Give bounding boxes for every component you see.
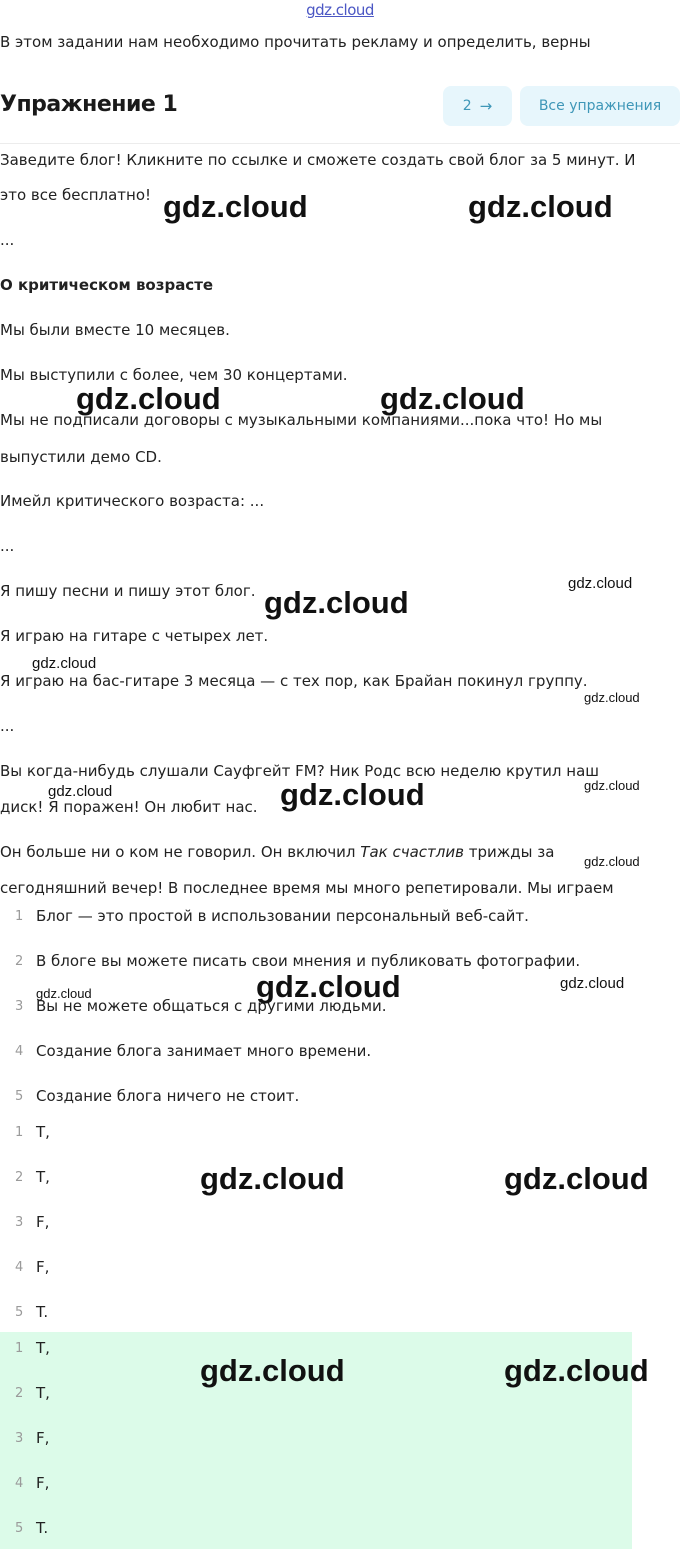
text-part: Он больше ни о ком не говорил. Он включил — [0, 843, 361, 861]
item-number: 3 — [15, 999, 24, 1014]
next-exercise-button[interactable] — [443, 86, 512, 126]
watermark: gdz.cloud — [163, 189, 308, 224]
text-line: Вы когда-нибудь слушали Сауфгейт FM? Ник Родс всю неделю крутил наш — [0, 762, 600, 780]
intro-text: В этом задании нам необходимо прочитать рекламу и определить, верны — [0, 33, 591, 51]
watermark: gdz.cloud — [568, 575, 633, 592]
item-number: 4 — [15, 1044, 24, 1059]
item-number: 2 — [15, 954, 24, 969]
list-item — [0, 897, 680, 942]
item-text: Создание блога занимает много времени. — [36, 1042, 372, 1060]
answer-text: T. — [36, 1303, 49, 1321]
watermark: gdz.cloud — [36, 986, 92, 1001]
item-text: В блоге вы можете писать свои мнения и публиковать фотографии. — [36, 952, 581, 970]
item-number: 2 — [15, 1386, 24, 1401]
answer-text: T, — [36, 1384, 50, 1402]
arrow-right-icon: → — [479, 97, 493, 115]
text-line: Мы не подписали договоры с музыкальными компаниями...пока что! Но мы — [0, 411, 603, 429]
text-line: Я пишу песни и пишу этот блог. — [0, 582, 256, 600]
text-line: сегодняшний вечер! В последнее время мы много репетировали. Мы играем — [0, 879, 614, 897]
answer-item — [0, 1113, 680, 1158]
item-number: 2 — [15, 1170, 24, 1185]
item-number: 5 — [15, 1521, 24, 1536]
ellipsis: ... — [0, 537, 15, 555]
item-text: Вы не можете общаться с другими людьми. — [36, 997, 387, 1015]
all-exercises-button[interactable] — [520, 86, 680, 126]
item-number: 4 — [15, 1476, 24, 1491]
watermark: gdz.cloud — [504, 1353, 649, 1388]
text-part: трижды за — [463, 843, 555, 861]
text-line: Я играю на гитаре с четырех лет. — [0, 627, 269, 645]
ellipsis: ... — [0, 717, 15, 735]
item-text: Создание блога ничего не стоит. — [36, 1087, 300, 1105]
highlighted-answer-item — [0, 1464, 680, 1509]
watermark: gdz.cloud — [264, 585, 409, 620]
text-line: Заведите блог! Кликните по ссылке и сможете создать свой блог за 5 минут. И — [0, 151, 636, 169]
answer-item — [0, 1248, 680, 1293]
exercise-title: Упражнение 1 — [0, 92, 178, 117]
item-number: 5 — [15, 1305, 24, 1320]
watermark: gdz.cloud — [200, 1353, 345, 1388]
watermark: gdz.cloud — [380, 381, 525, 416]
watermark: gdz.cloud — [48, 783, 113, 800]
answer-text: F, — [36, 1213, 50, 1231]
text-line: Я играю на бас-гитаре 3 месяца — с тех пор, как Брайан покинул группу. — [0, 672, 588, 690]
answer-item — [0, 1203, 680, 1248]
item-number: 1 — [15, 909, 24, 924]
watermark: gdz.cloud — [32, 655, 97, 672]
watermark: gdz.cloud — [280, 777, 425, 812]
text-line: диск! Я поражен! Он любит нас. — [0, 798, 258, 816]
watermark: gdz.cloud — [504, 1161, 649, 1196]
text-line: это все бесплатно! — [0, 186, 152, 204]
highlighted-answer-item — [0, 1509, 680, 1554]
song-title: Так счастлив — [360, 843, 464, 861]
text-line: Имейл критического возраста: ... — [0, 492, 265, 510]
text-line: Мы были вместе 10 месяцев. — [0, 321, 230, 339]
item-number: 4 — [15, 1260, 24, 1275]
text-line: выпустили демо CD. — [0, 448, 162, 466]
highlighted-answer-item — [0, 1419, 680, 1464]
next-exercise-label: 2 — [462, 98, 472, 114]
answer-text: T. — [36, 1519, 49, 1537]
answer-text: F, — [36, 1474, 50, 1492]
list-item — [0, 1032, 680, 1077]
watermark: gdz.cloud — [200, 1161, 345, 1196]
text-line: Мы выступили с более, чем 30 концертами. — [0, 366, 348, 384]
item-text: Блог — это простой в использовании персональный веб-сайт. — [36, 907, 529, 925]
watermark: gdz.cloud — [76, 381, 221, 416]
answer-text: T, — [36, 1123, 50, 1141]
site-logo[interactable]: gdz.cloud — [306, 1, 374, 19]
answer-text: F, — [36, 1258, 50, 1276]
watermark: gdz.cloud — [584, 778, 640, 793]
item-number: 1 — [15, 1125, 24, 1140]
watermark: gdz.cloud — [468, 189, 613, 224]
watermark: gdz.cloud — [584, 690, 640, 705]
answer-text: T, — [36, 1168, 50, 1186]
item-number: 1 — [15, 1341, 24, 1356]
watermark: gdz.cloud — [560, 975, 625, 992]
answer-text: F, — [36, 1429, 50, 1447]
item-number: 3 — [15, 1215, 24, 1230]
section-heading: О критическом возрасте — [0, 276, 214, 294]
item-number: 5 — [15, 1089, 24, 1104]
answer-text: T, — [36, 1339, 50, 1357]
text-line — [0, 834, 554, 870]
watermark: gdz.cloud — [584, 854, 640, 869]
item-number: 3 — [15, 1431, 24, 1446]
all-exercises-label: Все упражнения — [538, 98, 662, 114]
watermark: gdz.cloud — [256, 969, 401, 1004]
ellipsis: ... — [0, 231, 15, 249]
